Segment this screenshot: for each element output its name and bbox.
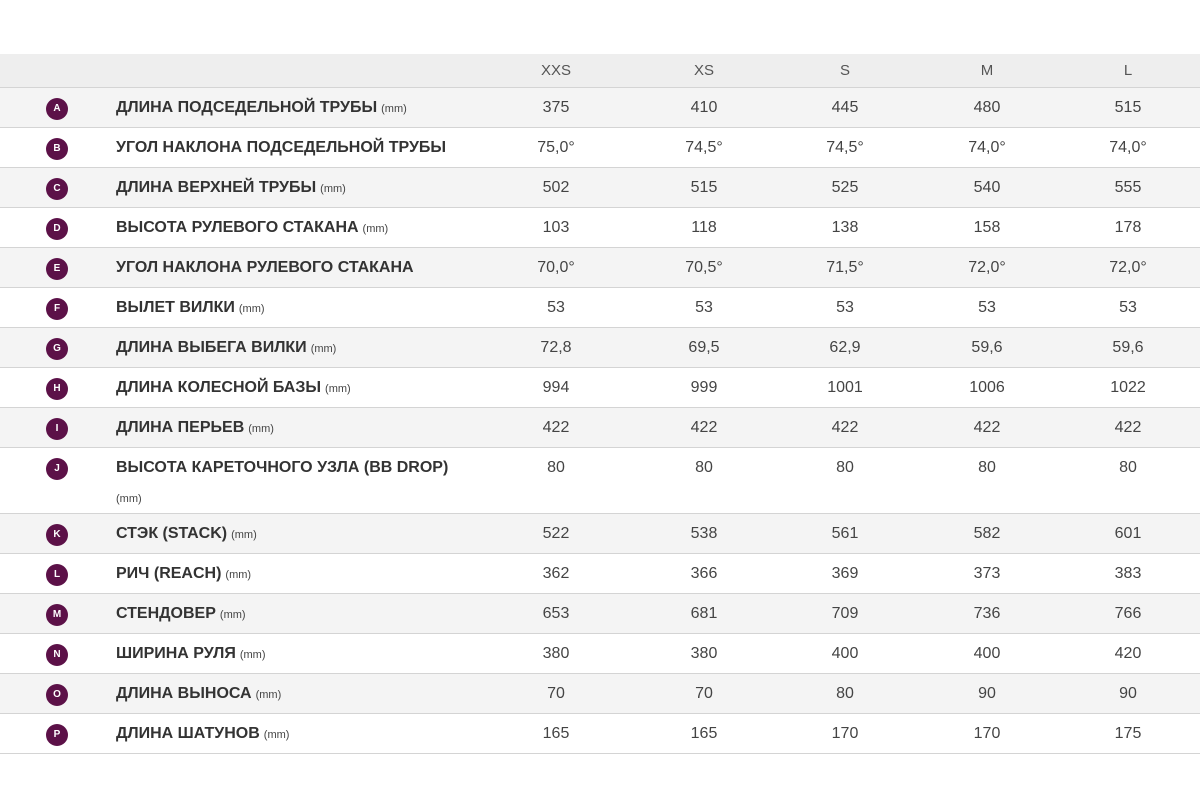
table-body <box>0 88 1200 754</box>
value-cell-s: 80 <box>836 685 854 702</box>
table-row <box>0 634 1200 674</box>
measurement-label <box>116 297 486 320</box>
measurement-label <box>116 97 486 120</box>
value-cell-l: 53 <box>1119 299 1137 316</box>
value-cell-xxs: 653 <box>542 605 570 622</box>
row-letter-badge: G <box>46 338 68 360</box>
value-cell-xxs: 53 <box>547 299 565 316</box>
value-cell-l: 601 <box>1114 525 1142 542</box>
value-cell-l: 1022 <box>1110 379 1146 396</box>
value-cell-m: 582 <box>973 525 1001 542</box>
value-cell-s: 80 <box>836 459 854 476</box>
value-cell-l: 59,6 <box>1112 339 1144 356</box>
value-cell-xxs: 70 <box>547 685 565 702</box>
value-cell-l: 515 <box>1114 99 1142 116</box>
row-letter-badge: F <box>46 298 68 320</box>
value-cell-m: 400 <box>973 645 1001 662</box>
table-row <box>0 408 1200 448</box>
measurement-label <box>116 217 486 240</box>
size-header-s: S <box>839 62 850 79</box>
measurement-name: ДЛИНА ШАТУНОВ <box>116 725 260 742</box>
value-cell-l: 80 <box>1119 459 1137 476</box>
table-row <box>0 714 1200 754</box>
measurement-label <box>116 563 486 586</box>
value-cell-s: 422 <box>831 419 859 436</box>
row-letter-badge: K <box>46 524 68 546</box>
value-cell-l: 420 <box>1114 645 1142 662</box>
value-cell-m: 158 <box>973 219 1001 236</box>
value-cell-s: 400 <box>831 645 859 662</box>
measurement-unit: (mm) <box>310 343 337 355</box>
value-cell-xs: 380 <box>690 645 718 662</box>
value-cell-xxs: 103 <box>542 219 570 236</box>
value-cell-s: 71,5° <box>826 259 864 276</box>
value-cell-m: 53 <box>978 299 996 316</box>
value-cell-m: 59,6 <box>971 339 1003 356</box>
table-row <box>0 168 1200 208</box>
value-cell-s: 1001 <box>827 379 863 396</box>
measurement-name: ДЛИНА ВЕРХНЕЙ ТРУБЫ <box>116 179 317 196</box>
measurement-label <box>116 683 486 706</box>
row-letter-badge: N <box>46 644 68 666</box>
value-cell-m: 74,0° <box>968 139 1006 156</box>
value-cell-m: 90 <box>978 685 996 702</box>
value-cell-xxs: 70,0° <box>537 259 575 276</box>
value-cell-xs: 165 <box>690 725 718 742</box>
value-cell-xs: 366 <box>690 565 718 582</box>
value-cell-l: 72,0° <box>1109 259 1147 276</box>
measurement-unit: (mm) <box>116 493 142 505</box>
measurement-name: ДЛИНА ВЫБЕГА ВИЛКИ <box>116 339 307 356</box>
measurement-label <box>116 417 486 440</box>
value-cell-xs: 70 <box>695 685 713 702</box>
measurement-name: УГОЛ НАКЛОНА РУЛЕВОГО СТАКАНА <box>116 259 414 276</box>
value-cell-m: 736 <box>973 605 1001 622</box>
value-cell-l: 766 <box>1114 605 1142 622</box>
row-letter-badge: A <box>46 98 68 120</box>
table-row <box>0 674 1200 714</box>
measurement-unit: (mm) <box>381 103 407 115</box>
value-cell-xs: 74,5° <box>685 139 723 156</box>
row-letter-badge: I <box>46 418 68 440</box>
value-cell-xs: 538 <box>690 525 718 542</box>
measurement-unit: (mm) <box>320 183 346 195</box>
row-letter-badge: P <box>46 724 68 746</box>
value-cell-s: 170 <box>831 725 859 742</box>
table-row <box>0 554 1200 594</box>
value-cell-xxs: 375 <box>542 99 570 116</box>
table-row <box>0 594 1200 634</box>
value-cell-l: 178 <box>1114 219 1142 236</box>
measurement-label <box>116 643 486 666</box>
value-cell-l: 90 <box>1119 685 1137 702</box>
table-row <box>0 448 1200 514</box>
row-letter-badge: C <box>46 178 68 200</box>
row-letter-badge: B <box>46 138 68 160</box>
value-cell-m: 373 <box>973 565 1001 582</box>
value-cell-xs: 410 <box>690 99 718 116</box>
value-cell-m: 80 <box>978 459 996 476</box>
measurement-unit: (mm) <box>255 689 282 701</box>
size-header-l: L <box>1123 62 1133 79</box>
size-header-xs: XS <box>693 62 714 79</box>
measurement-label <box>116 523 486 546</box>
table-row <box>0 128 1200 168</box>
table-row <box>0 514 1200 554</box>
value-cell-s: 525 <box>831 179 859 196</box>
value-cell-l: 422 <box>1114 419 1142 436</box>
measurement-name: ДЛИНА КОЛЕСНОЙ БАЗЫ <box>116 379 322 396</box>
value-cell-xs: 515 <box>690 179 718 196</box>
measurement-unit: (mm) <box>248 423 274 435</box>
size-header-m: M <box>980 62 994 79</box>
measurement-name: УГОЛ НАКЛОНА ПОДСЕДЕЛЬНОЙ ТРУБЫ <box>116 139 447 156</box>
measurement-name: ШИРИНА РУЛЯ <box>116 645 236 662</box>
value-cell-l: 74,0° <box>1109 139 1147 156</box>
value-cell-xxs: 75,0° <box>537 139 575 156</box>
measurement-name: ВЫСОТА КАРЕТОЧНОГО УЗЛА (BB DROP) <box>116 459 449 476</box>
value-cell-s: 74,5° <box>826 139 864 156</box>
measurement-unit: (mm) <box>238 303 265 315</box>
value-cell-s: 445 <box>831 99 859 116</box>
value-cell-xxs: 165 <box>542 725 570 742</box>
value-cell-xxs: 362 <box>542 565 570 582</box>
value-cell-xxs: 502 <box>542 179 570 196</box>
measurement-label <box>116 257 486 279</box>
value-cell-s: 53 <box>836 299 854 316</box>
row-letter-badge: M <box>46 604 68 626</box>
value-cell-xxs: 994 <box>542 379 570 396</box>
measurement-name: ВЫЛЕТ ВИЛКИ <box>116 299 235 316</box>
value-cell-s: 709 <box>831 605 859 622</box>
value-cell-m: 1006 <box>969 379 1005 396</box>
measurement-name: СТЕНДОВЕР <box>116 605 216 622</box>
measurement-label <box>116 453 491 514</box>
measurement-unit: (mm) <box>239 649 266 661</box>
value-cell-xs: 681 <box>690 605 718 622</box>
value-cell-xs: 118 <box>691 219 717 236</box>
measurement-unit: (mm) <box>219 609 246 621</box>
value-cell-xs: 53 <box>695 299 713 316</box>
row-letter-badge: E <box>46 258 68 280</box>
value-cell-m: 540 <box>973 179 1001 196</box>
measurement-label <box>116 603 486 626</box>
measurement-label <box>116 177 486 200</box>
measurement-name: ДЛИНА ПЕРЬЕВ <box>116 419 245 436</box>
measurement-label <box>116 337 486 360</box>
value-cell-m: 422 <box>973 419 1001 436</box>
value-cell-s: 561 <box>831 525 859 542</box>
measurement-name: ВЫСОТА РУЛЕВОГО СТАКАНА <box>116 219 359 236</box>
table-row <box>0 288 1200 328</box>
measurement-unit: (mm) <box>325 383 351 395</box>
value-cell-xxs: 72,8 <box>540 339 572 356</box>
value-cell-xxs: 380 <box>542 645 570 662</box>
size-header-xxs: XXS <box>540 62 571 79</box>
geometry-table <box>0 54 1200 754</box>
row-letter-badge: O <box>46 684 68 706</box>
table-row <box>0 248 1200 288</box>
measurement-label <box>116 723 486 746</box>
table-row <box>0 208 1200 248</box>
value-cell-xxs: 80 <box>547 459 565 476</box>
measurement-name: ДЛИНА ПОДСЕДЕЛЬНОЙ ТРУБЫ <box>116 99 378 116</box>
row-letter-badge: H <box>46 378 68 400</box>
value-cell-m: 72,0° <box>968 259 1006 276</box>
measurement-name: СТЭК (STACK) <box>116 525 228 542</box>
row-letter-badge: L <box>46 564 68 586</box>
value-cell-xs: 80 <box>695 459 713 476</box>
table-row <box>0 88 1200 128</box>
measurement-label <box>116 377 486 400</box>
measurement-unit: (mm) <box>263 729 290 741</box>
value-cell-xxs: 422 <box>542 419 570 436</box>
measurement-label <box>116 137 486 159</box>
value-cell-s: 138 <box>831 219 859 236</box>
value-cell-xs: 999 <box>690 379 718 396</box>
value-cell-m: 480 <box>973 99 1001 116</box>
value-cell-xs: 69,5 <box>688 339 720 356</box>
value-cell-xs: 70,5° <box>685 259 723 276</box>
table-header <box>0 54 1200 88</box>
measurement-name: ДЛИНА ВЫНОСА <box>116 685 252 702</box>
measurement-unit: (mm) <box>362 223 389 235</box>
value-cell-m: 170 <box>973 725 1001 742</box>
table-row <box>0 328 1200 368</box>
value-cell-l: 555 <box>1114 179 1142 196</box>
value-cell-s: 369 <box>831 565 859 582</box>
value-cell-xxs: 522 <box>542 525 570 542</box>
table-row <box>0 368 1200 408</box>
row-letter-badge: D <box>46 218 68 240</box>
row-letter-badge: J <box>46 458 68 480</box>
value-cell-l: 175 <box>1114 725 1142 742</box>
measurement-name: РИЧ (REACH) <box>116 565 222 582</box>
measurement-unit: (mm) <box>231 529 257 541</box>
measurement-unit: (mm) <box>225 569 252 581</box>
value-cell-l: 383 <box>1114 565 1142 582</box>
value-cell-s: 62,9 <box>829 339 861 356</box>
value-cell-xs: 422 <box>690 419 718 436</box>
